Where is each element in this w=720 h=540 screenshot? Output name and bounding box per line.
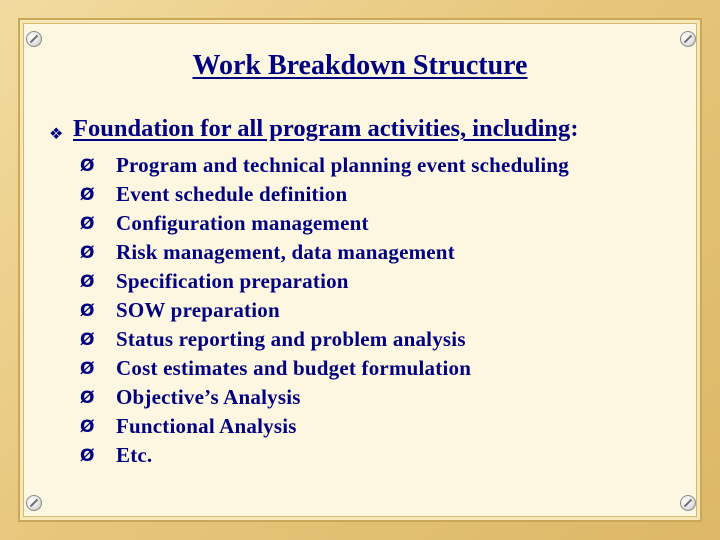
diamond-bullet-icon: ❖ bbox=[49, 124, 64, 143]
screw-icon bbox=[26, 31, 42, 47]
list-item-text: Cost estimates and budget formulation bbox=[116, 356, 472, 380]
arrow-bullet-icon: Ø bbox=[80, 416, 95, 437]
screw-icon bbox=[26, 495, 42, 511]
arrow-bullet-icon: Ø bbox=[80, 155, 95, 176]
list-item bbox=[80, 383, 569, 412]
arrow-bullet-icon: Ø bbox=[80, 445, 95, 466]
list-item bbox=[80, 412, 569, 441]
list-item-text: Specification preparation bbox=[116, 269, 349, 293]
arrow-bullet-icon: Ø bbox=[80, 271, 95, 292]
arrow-bullet-icon: Ø bbox=[80, 184, 95, 205]
list-item bbox=[80, 209, 569, 238]
screw-icon bbox=[680, 31, 696, 47]
arrow-bullet-icon: Ø bbox=[80, 213, 95, 234]
arrow-bullet-icon: Ø bbox=[80, 329, 95, 350]
list-item-text: Program and technical planning event scheduling bbox=[116, 153, 569, 177]
main-point-text: Foundation for all program activities, including bbox=[73, 115, 571, 142]
list-item bbox=[80, 267, 569, 296]
list-item-text: Functional Analysis bbox=[116, 414, 297, 438]
list-item-text: Etc. bbox=[116, 443, 153, 467]
arrow-bullet-icon: Ø bbox=[80, 358, 95, 379]
list-item bbox=[80, 354, 569, 383]
list-item bbox=[80, 238, 569, 267]
list-item-text: SOW preparation bbox=[116, 298, 280, 322]
list-item bbox=[80, 151, 569, 180]
arrow-bullet-icon: Ø bbox=[80, 242, 95, 263]
list-item bbox=[80, 325, 569, 354]
arrow-bullet-icon: Ø bbox=[80, 300, 95, 321]
arrow-bullet-icon: Ø bbox=[80, 387, 95, 408]
list-item-text: Objective’s Analysis bbox=[116, 385, 301, 409]
list-item-text: Status reporting and problem analysis bbox=[116, 327, 466, 351]
list-item bbox=[80, 296, 569, 325]
list-item-text: Configuration management bbox=[116, 211, 369, 235]
slide-title: Work Breakdown Structure bbox=[192, 50, 528, 81]
sub-point-list bbox=[80, 151, 569, 470]
screw-icon bbox=[680, 495, 696, 511]
main-point-colon: : bbox=[570, 115, 579, 142]
main-point bbox=[73, 115, 578, 143]
list-item-text: Event schedule definition bbox=[116, 182, 348, 206]
list-item bbox=[80, 441, 569, 470]
list-item-text: Risk management, data management bbox=[116, 240, 455, 264]
list-item bbox=[80, 180, 569, 209]
